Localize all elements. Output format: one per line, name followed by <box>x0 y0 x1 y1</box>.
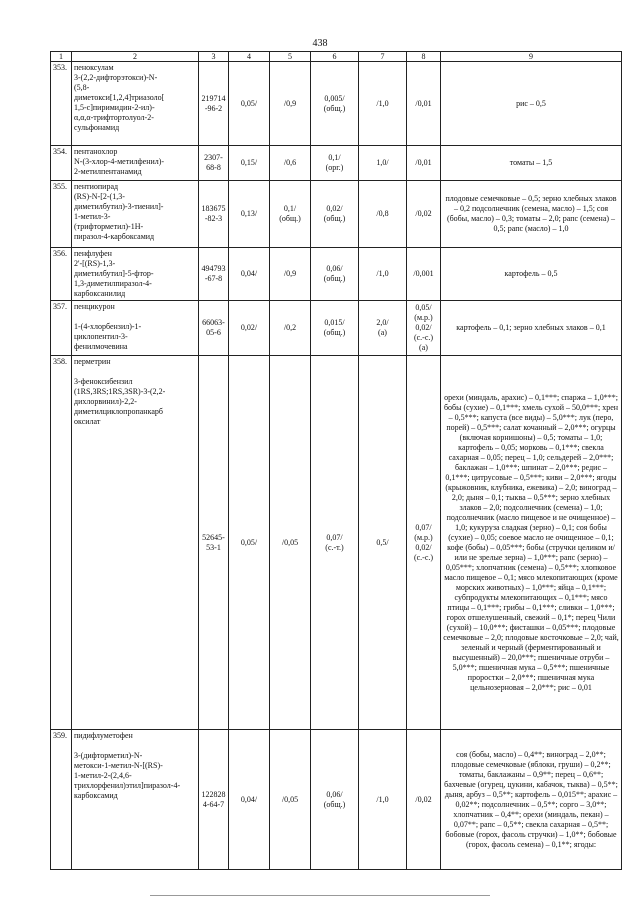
cell-c6: 0,07/ (с.-т.) <box>311 356 359 730</box>
cell-cas: 219714 -96-2 <box>199 62 229 146</box>
cell-num: 355. <box>51 181 72 248</box>
cell-name: пенцикурон 1-(4-хлорбензил)-1- циклопентил-3- фенилмочевина <box>72 301 199 356</box>
cell-c5: /0,9 <box>270 62 311 146</box>
cell-c8: /0,01 <box>407 146 441 181</box>
cell-c7: /1,0 <box>359 730 407 870</box>
table-row <box>51 181 622 248</box>
cell-c4: 0,13/ <box>229 181 270 248</box>
registry-table <box>50 51 622 870</box>
cell-num: 359. <box>51 730 72 870</box>
cell-c5: /0,6 <box>270 146 311 181</box>
cell-c7: 1,0/ <box>359 146 407 181</box>
cell-c6: 0,06/ (общ.) <box>311 248 359 301</box>
page-bottom-edge <box>150 895 490 900</box>
page-number: 438 <box>312 38 328 49</box>
cell-num: 357. <box>51 301 72 356</box>
cell-c8: /0,001 <box>407 248 441 301</box>
cell-cas: 2307- 68-8 <box>199 146 229 181</box>
header-cell: 5 <box>270 52 311 62</box>
table-row <box>51 62 622 146</box>
cell-crops: рис – 0,5 <box>441 62 622 146</box>
header-cell: 9 <box>441 52 622 62</box>
cell-crops: томаты – 1,5 <box>441 146 622 181</box>
cell-c4: 0,05/ <box>229 62 270 146</box>
cell-c4: 0,15/ <box>229 146 270 181</box>
cell-cas: 52645- 53-1 <box>199 356 229 730</box>
cell-c5: /0,05 <box>270 356 311 730</box>
header-cell: 7 <box>359 52 407 62</box>
header-cell: 4 <box>229 52 270 62</box>
cell-c8: 0,07/ (м.р.) 0,02/ (с.-с.) <box>407 356 441 730</box>
cell-c7: 2,0/ (а) <box>359 301 407 356</box>
table-row <box>51 356 622 730</box>
cell-c4: 0,05/ <box>229 356 270 730</box>
cell-c6: 0,02/ (общ.) <box>311 181 359 248</box>
cell-name: пенфлуфен 2'-[(RS)-1,3- диметилбутил]-5-фтор- 1,3-диметилпиразол-4- карбоксанилид <box>72 248 199 301</box>
table-row <box>51 248 622 301</box>
cell-c4: 0,04/ <box>229 248 270 301</box>
cell-cas: 122828 4-64-7 <box>199 730 229 870</box>
header-cell: 2 <box>72 52 199 62</box>
header-cell: 3 <box>199 52 229 62</box>
cell-c4: 0,04/ <box>229 730 270 870</box>
cell-num: 358. <box>51 356 72 730</box>
cell-c5: /0,9 <box>270 248 311 301</box>
cell-cas: 183675 -82-3 <box>199 181 229 248</box>
cell-name: пентиопирад (RS)-N-[2-(1,3- диметилбутил)-3-тиенил]- 1-метил-3- (трифторметил)-1Н- пиразол-4-карбоксамид <box>72 181 199 248</box>
cell-name: пидифлуметофен 3-(дифторметил)-N- метокси-1-метил-N-[(RS)- 1-метил-2-(2,4,6- трихлорфенил)этил]пиразол-4-карбоксамид <box>72 730 199 870</box>
cell-c4: 0,02/ <box>229 301 270 356</box>
cell-crops: соя (бобы, масло) – 0,4**; виноград – 2,0**; плодовые семечковые (яблоки, груши) – 0,2**; томаты, баклажаны – 0,9**; перец – 0,6**; бахчевые (огурец, цукини, кабачок, тыква) – 0,5**; дыня, арбуз – 0,5**; картофель – 0,015**; арахис – 0,02**; подсолнечник – 0,5**; сорго – 3,0**; хлопчатник – 0,4**; орехи (миндаль, пекан) – 0,07**; рапс – 0,5**; свекла сахарная – 0,5**; бобовые (горох, фасоль стручки) – 1,0**; бобовые (горох, фасоль семена) – 0,1**; ягоды: <box>441 730 622 870</box>
cell-c6: 0,005/ (общ.) <box>311 62 359 146</box>
cell-c5: /0,2 <box>270 301 311 356</box>
cell-c6: 0,1/ (орг.) <box>311 146 359 181</box>
cell-num: 353. <box>51 62 72 146</box>
cell-num: 354. <box>51 146 72 181</box>
cell-c7: /1,0 <box>359 248 407 301</box>
cell-cas: 494793 -67-8 <box>199 248 229 301</box>
cell-cas: 66063- 05-6 <box>199 301 229 356</box>
cell-c5: 0,1/ (общ.) <box>270 181 311 248</box>
cell-c8: /0,01 <box>407 62 441 146</box>
cell-c6: 0,06/ (общ.) <box>311 730 359 870</box>
cell-c7: /1,0 <box>359 62 407 146</box>
header-cell: 6 <box>311 52 359 62</box>
header-cell: 8 <box>407 52 441 62</box>
header-cell: 1 <box>51 52 72 62</box>
cell-c7: 0,5/ <box>359 356 407 730</box>
table-row <box>51 730 622 870</box>
cell-c8: /0,02 <box>407 181 441 248</box>
cell-crops: картофель – 0,5 <box>441 248 622 301</box>
table-row <box>51 146 622 181</box>
cell-name: пеноксулам 3-(2,2-дифторэтокси)-N- (5,8- диметокси[1,2,4]триазоло[ 1,5-c]пиримидин-2-ил)- α,α,α-трифтортолуол-2- сульфонамид <box>72 62 199 146</box>
cell-c6: 0,015/ (общ.) <box>311 301 359 356</box>
cell-crops: орехи (миндаль, арахис) – 0,1***; спаржа – 1,0***; бобы (сухие) – 0,1***; хмель сухой – 50,0***; хрен – 0,5***; капуста (все виды) – 5,0***; лук (перо, порей) – 0,5***; салат кочанный – 2,0***; огурцы (включая корнишоны) – 0,5; томаты – 1,0; картофель – 0,05; морковь – 0,1***; свекла сахарная – 0,05; перец – 1,0; сельдерей – 2,0***; баклажан – 1,0***; шпинат – 2,0***; редис – 0,1***; цитрусовые – 0,5***; киви – 2,0***; ягоды (крыжовник, клубника, ежевика) – 2,0; виноград – 2,0; дыня – 0,1; тыква – 0,5***; зерно хлебных злаков – 2,0; подсолнечник (семена) – 1,0; подсолнечник (масло пищевое и не очищенное) – 1,0; кукуруза сладкая (зерно) – 0,1; соя бобы (сухие) – 0,05; соевое масло не очищенное – 0,1; кофе (бобы) – 0,05***; бобы (стручки целиком и/или не зрелые зерна) – 1,0***; рапс (зерно) – 0,05***; хлопчатник (семена) – 0,5***; хлопковое масло пищевое – 0,1; мясо млекопитающих (кроме морских животных) – 1,0***; яйца – 0,1***; субпродукты млекопитающих – 0,1***; мясо птицы – 0,1***; грибы – 0,1***; сливки – 1,0***; горох отшелушенный, свежий – 0,1*; перец Чили (сухой) – 10,0***; фисташки – 0,05***; плодовые семечковые – 2,0; плодовые косточковые – 2,0; чай, зеленый и черный (ферментированный и высушенный) – 20,0***; пшеничные отруби – 5,0***; пшеничная мука – 0,5***; пшеничные проростки – 2,0***; пшеничная мука цельнозерновая – 2,0***; рис – 0,01 <box>441 356 622 730</box>
header-row <box>51 52 622 62</box>
table-row <box>51 301 622 356</box>
cell-crops: картофель – 0,1; зерно хлебных злаков – 0,1 <box>441 301 622 356</box>
cell-c8: 0,05/ (м.р.) 0,02/ (с.-с.) (а) <box>407 301 441 356</box>
cell-c8: /0,02 <box>407 730 441 870</box>
cell-name: перметрин 3-феноксибензил (1RS,3RS;1RS,3SR)-3-(2,2- дихлорвинил)-2,2- диметилциклопропанкарб оксилат <box>72 356 199 730</box>
cell-c5: /0,05 <box>270 730 311 870</box>
cell-num: 356. <box>51 248 72 301</box>
cell-name: пентанохлор N-(3-хлор-4-метилфенил)- 2-метилпентанамид <box>72 146 199 181</box>
cell-c7: /0,8 <box>359 181 407 248</box>
cell-crops: плодовые семечковые – 0,5; зерно хлебных злаков – 0,2 подсолнечник (семена, масло) – 1,5; соя (бобы, масло) – 0,3; томаты – 2,0; рапс (семена) – 0,5; рапс (масло) – 1,0 <box>441 181 622 248</box>
